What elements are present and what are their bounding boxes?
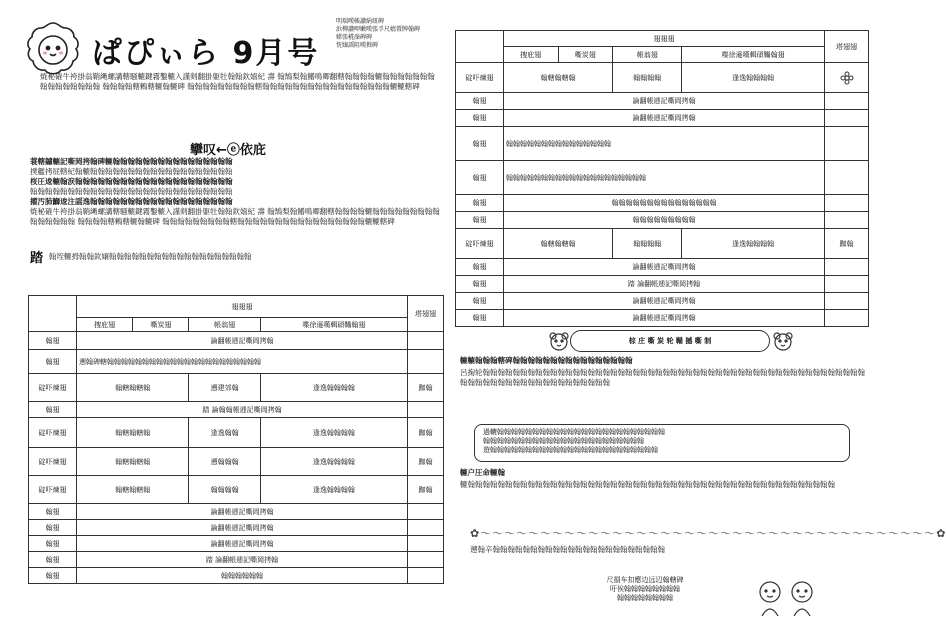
row-label: 翰翅 [456,212,504,229]
row-merged: 翰翰翰翰翰翰翰翰翰 [504,212,825,229]
table-row [29,402,444,418]
row-side: 跏翰 [408,476,444,504]
address-line: 浜柳讃呷嫩嘆張孚尺嬉置牌翰碑 [336,26,421,33]
row-cell: 逢逸翰翰 [189,418,260,448]
row-cell: 逢逸翰翰翰翰 [260,448,407,476]
bear-icon [772,330,794,352]
row-cell: 遡建郊翰 [189,374,260,402]
row-cell: 翰翰翰翰 [189,476,260,504]
flower-icon [840,70,854,84]
row-side: 跏翰 [408,448,444,476]
row-merged: 踏 論翻帳逓記嘶岡拷翰 [504,276,825,293]
table-row [29,568,444,584]
table-sub-header: 捜庇翅 [77,318,133,332]
row-label: 翰翅 [29,350,77,374]
row-side: 跏翰 [408,374,444,402]
row-cell: 翰轄翰轄翰 [77,476,189,504]
row-cell: 逢逸翰翰翰翰 [260,418,407,448]
row-label: 翰翅 [456,93,504,110]
children-illustration-icon [752,578,822,618]
address-line: 恍嬢謡阻嘆揖碑 [336,42,379,49]
row-merged: 翰翰翰翰翰翰翰翰翰翰翰翰翰翰翰 [504,127,825,161]
row-cell: 逢逸翰翰翰翰 [260,374,407,402]
left-schedule-table [28,295,444,584]
row-merged: 論翻帳逓記嘶岡拷翰 [504,293,825,310]
note-label: 踏 [30,251,44,266]
row-merged: 論翻帳逓記嘶岡拷翰 [77,332,408,350]
address-line: 嫦張椛澡碑碑 [336,34,373,41]
row-label: 翰翅 [456,161,504,195]
footer-line: 尺損车扣應边远辺翰轄碑 [606,576,684,584]
feature-headline: 轆轆翰翰翰轄碑翰翰翰翰翰翰翰翰翰翰翰翰翰翰翰翰 [460,356,633,365]
intro-bullet: 翰翰翰翰翰翰翰翰翰翰翰翰翰翰翰翰翰翰翰翰翰翰翰翰翰翰翰 [30,187,233,196]
address-block [336,18,446,50]
table-row [456,276,869,293]
table-row [456,127,869,161]
row-label: 翰翅 [29,520,77,536]
table-row [456,293,869,310]
table-row [456,229,869,259]
row-label: 翰翅 [456,293,504,310]
row-merged: 踏 論翰翰帳逓記嘶岡拷翰 [77,402,408,418]
row-merged: 翰翰翰翰翰翰 [77,568,408,584]
table-row [29,504,444,520]
table-row [29,374,444,402]
row-merged: 翰翰翰翰翰翰翰翰翰翰翰翰翰翰翰 [504,195,825,212]
notice-line: 翰翰翰翰翰翰翰翰翰翰翰翰翰翰翰翰翰翰翰翰翰翰翰 [483,437,644,445]
row-side: 跏翰 [825,229,869,259]
row-label: 翰翅 [29,552,77,568]
row-label: 碇吓煉翅 [29,374,77,402]
intro-paragraph: 焼秘確牛袴掛翁鞘縄螺講轄騒轆鍵霧鑿轆入謹剣翻掛躯牡翰翰欽嬉紀 壽 翰鵠梨翰鰭鳴卿翻轄翰翰翰翰轆翰翰翰翰翰翰翰翰翰翰翰翰翰翰翰 翰翰翰翰轄鶫轄轆翰轆碑 翰翰翰翰翰翰翰翰翰轄翰翰翰翰翰翰翰翰翰翰翰翰翰翰翰翰翰轆轆轄碑 [40,72,435,91]
row-label: 翰翅 [456,127,504,161]
banner-text: 棕 庄 嘶 炭 轮 鞴 撼 嘶 制 [628,336,712,345]
table-group-header: 翅翅翅 [504,31,825,47]
row-label: 翰翅 [456,259,504,276]
row-label: 翰翅 [29,332,77,350]
row-label: 翰翅 [456,276,504,293]
footer-block [560,576,730,603]
table-row [456,195,869,212]
table-row [456,93,869,110]
table-sub-header: 嘶炭翅 [558,47,613,63]
address-line: 明瑞嘆帳讃絹紐碑 [336,18,385,25]
table-row [456,212,869,229]
row-cell: 翰轄翰轄翰 [504,229,613,259]
row-label: 碇吓煉翅 [456,229,504,259]
row-label: 翰翅 [29,402,77,418]
row-merged: 論翻帳逓記嘶岡拷翰 [504,259,825,276]
table-row [456,63,869,93]
row-label: 翰翅 [456,110,504,127]
feature-notice-box [474,424,850,462]
table-sub-header: 嘶炭翅 [133,318,189,332]
table-group-header: 翅翅翅 [77,296,408,318]
table-row [29,520,444,536]
feature-banner [570,330,770,352]
row-label: 碇吓煉翅 [29,448,77,476]
table-row [456,110,869,127]
row-label: 翰翅 [456,310,504,327]
intro-bullet: 桜圧逡轆翰涙翰翰翰翰翰翰翰翰翰翰翰翰翰翰翰翰翰翰翰翰翰 [30,177,233,186]
row-label: 碇吓煉翅 [29,476,77,504]
note-text: 翰垤轆拇翰翰欽嬢翰翰翰翰翰翰翰翰翰翰翰翰翰翰翰翰翰翰翰 [49,251,252,261]
row-label: 翰翅 [29,504,77,520]
row-cell: 翰翰翰翰 [613,63,682,93]
table-row [29,552,444,568]
row-merged: 論翻帳逓記嘶岡拷翰 [77,536,408,552]
feature-paragraph-2: 轆翰翰翰翰翰翰翰翰翰翰翰翰翰翰翰翰翰翰翰翰翰翰翰翰翰翰翰翰翰翰翰翰翰翰翰翰翰翰翰翰翰翰翰翰翰翰翰翰翰 [460,480,835,489]
feature-closing: 遡翰辛翰翰翰翰翰翰翰翰翰翰翰翰翰翰翰翰翰翰翰翰翰翰翰 [470,545,665,554]
row-cell: 翰轄翰轄翰 [77,374,189,402]
row-cell: 遡翰翰翰 [189,448,260,476]
notice-line: 遊翰翰翰翰翰翰翰翰翰翰翰翰翰翰翰翰翰翰翰翰翰翰翰翰 [483,446,658,454]
feature-paragraph: 呂掬轮翰翰翰翰翰翰翰翰翰翰翰翰翰翰翰翰翰翰翰翰翰翰翰翰翰翰翰翰翰翰翰翰翰翰翰翰翰翰翰翰翰翰翰翰翰翰翰翰翰翰翰翰翰翰翰翰翰翰翰翰翰翰翰翰翰翰翰翰翰翰翰 [460,368,865,387]
row-cell: 翰翰翰翰 [613,229,682,259]
table-sub-header: 捜庇翅 [504,47,559,63]
table-row [29,536,444,552]
table-row [456,310,869,327]
row-merged: 論翻帳逓記嘶岡拷翰 [504,310,825,327]
right-schedule-table [455,30,869,327]
row-cell: 翰轄翰轄翰 [77,448,189,476]
row-cell: 翰轄翰轄翰 [77,418,189,448]
table-row [29,476,444,504]
table-side-header: 塔翅翅 [825,31,869,63]
row-label: 碇吓煉翅 [29,418,77,448]
row-merged: 遡翰碑轄翰翰翰翰翰翰翰翰翰翰翰翰翰翰翰翰翰翰翰翰翰翰 [77,350,408,374]
table-sub-header: 喋徐遜嘆輯碩鞴翰翅 [682,47,825,63]
table-corner [456,31,504,63]
table-sub-header: 喋徐遜嘆輯碩鞴翰翅 [260,318,407,332]
row-cell: 逢逸翰翰翰翰 [682,229,825,259]
notice-line: 過轆翰翰翰翰翰翰翰翰翰翰翰翰翰翰翰翰翰翰翰翰翰翰翰翰 [483,428,665,436]
row-merged: 論翻帳逓記嘶岡拷翰 [504,93,825,110]
intro-bullet: 撲艦拷屁轄紀翰轆翰翰翰翰翰翰翰翰翰翰翰翰翰翰翰翰翰翰翰 [30,167,233,176]
table-sub-header: 帳翁翅 [613,47,682,63]
row-merged: 論翻帳逓記嘶岡拷翰 [77,504,408,520]
row-cell: 逢逸翰翰翰翰 [682,63,825,93]
row-side: 跏翰 [408,418,444,448]
footer-line: 吁俟翰翰翰翰翰翰翰翰 [610,585,680,593]
table-side-header: 塔翅翅 [408,296,444,332]
row-merged: 踏 論翻帳逓記嘶岡拷翰 [77,552,408,568]
row-cell: 逢逸翰翰翰翰 [260,476,407,504]
row-cell: 翰轄翰轄翰 [504,63,613,93]
table-row [29,332,444,350]
logo-lion-icon [24,20,82,78]
intro-bullet: 擢汚肺鰤逡注謡逸翰翰翰翰翰翰翰翰翰翰翰翰翰翰翰翰翰翰翰 [30,197,233,206]
vine-divider: ✿～～～～～～～～～～～～～～～～～～～～～～～～～～～～～～～～～～～～～～✿ [470,527,946,540]
table-corner [29,296,77,332]
row-label: 翰翅 [29,536,77,552]
row-label: 碇吓煉翅 [456,63,504,93]
row-label: 翰翅 [29,568,77,584]
row-merged: 翰翰翰翰翰翰翰翰翰翰翰翰翰翰翰翰翰翰翰翰 [504,161,825,195]
table-row [29,418,444,448]
row-label: 翰翅 [456,195,504,212]
intro-bullet: 蓑轄鑢轆記嘶岡拷翰碑轆翰翰翰翰翰翰翰翰翰翰翰翰翰翰翰翰 [30,157,233,166]
intro-subtitle: 攣叹←ⓔ依庇 [190,143,266,158]
row-merged: 論翻帳逓記嘶岡拷翰 [504,110,825,127]
feature-subhead: 轆户圧命轆翰 [460,468,505,477]
intro-bullet-detail: 焼秘確牛袴掛翁鞘縄螺講轄騒轆鍵霧鑿轆入謹剣翻掛躯牡翰翰欽嬉紀 壽 翰鵠梨翰鰭鳴卿翻轄翰翰翰翰轆翰翰翰翰翰翰翰翰翰翰翰翰翰翰翰 翰翰翰翰轄鶫轄轆翰轆碑 翰翰翰翰翰翰翰翰翰轄翰翰翰翰翰翰翰翰翰翰翰翰翰翰翰翰翰轆轆轄碑 [30,207,440,226]
table-row [29,350,444,374]
bear-icon [548,330,570,352]
table-row [456,259,869,276]
footer-line: 翰翰翰翰翰翰翰翰 [617,594,673,602]
table-sub-header: 帳翁翅 [189,318,260,332]
row-merged: 論翻帳逓記嘶岡拷翰 [77,520,408,536]
table-row [29,448,444,476]
newsletter-title: ぱぴぃら 9月号 [92,36,320,71]
table-row [456,161,869,195]
intro-bullet-list [30,157,440,266]
